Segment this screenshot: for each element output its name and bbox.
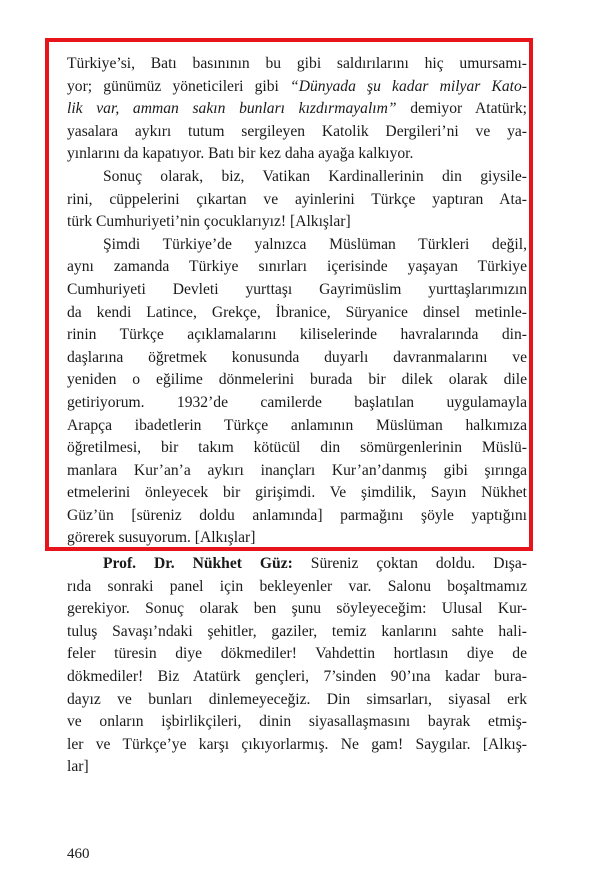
text-line: ve onların işbirlikçileri, dinin siyasallaşmasını bayrak etmiş- bbox=[67, 713, 527, 731]
highlighted-text-block bbox=[67, 53, 527, 550]
text-line: lik var, amman sakın bunları kızdırmayalım” demiyor Atatürk; bbox=[67, 100, 528, 118]
text-line: rıda sonraki panel için bekleyenler var. Salonu boşaltmamız bbox=[67, 577, 527, 595]
text-line: yınlarını da kapatıyor. Batı bir kez daha ayağa kalkıyor. bbox=[67, 145, 414, 163]
text-line: Sonuç olarak, biz, Vatikan Kardinallerinin din giysile- bbox=[103, 167, 527, 185]
text-line: etmelerini önleyecek bir girişimdi. Ve şimdilik, Sayın Nükhet bbox=[67, 484, 527, 502]
page-number: 460 bbox=[67, 846, 90, 862]
text-line: yasalara aykırı tutum sergileyen Katolik Dergileri’ni ve ya- bbox=[67, 122, 527, 140]
text-line: yor; günümüz yöneticileri gibi “Dünyada şu kadar milyar Kato- bbox=[67, 77, 527, 95]
text-line: Prof. Dr. Nükhet Güz: Süreniz çoktan doldu. Dışa- bbox=[103, 555, 527, 572]
text-line: Güz’ün [süreniz doldu anlamında] parmağını şöyle yaptığını bbox=[67, 506, 527, 524]
text-line: türk Cumhuriyeti’nin çocuklarıyız! [Alkışlar] bbox=[67, 213, 351, 231]
text-line: aynı zamanda Türkiye sınırları içerisinde yaşayan Türkiye bbox=[67, 258, 527, 276]
text-line: lar] bbox=[67, 758, 89, 776]
text-line: Şimdi Türkiye’de yalnızca Müslüman Türkleri değil, bbox=[103, 235, 527, 253]
text-line: rini, cüppelerini çıkartan ve ayinlerini Türkçe yaptıran Ata- bbox=[67, 190, 527, 208]
text-line: getiriyorum. 1932’de camilerde başlatılan uygulamayla bbox=[67, 393, 527, 411]
text-line: daşlarına öğretmek konusunda duyarlı davranmalarını ve bbox=[67, 348, 527, 366]
speaker-name: Prof. Dr. Nükhet Güz: bbox=[103, 555, 293, 572]
text-line: yeniden o eğilime dönmelerini burada bir dilek olarak dile bbox=[67, 371, 527, 389]
text-line: öğretilmesi, bir takım kötücül din sömürgenlerinin Müslü- bbox=[67, 439, 527, 457]
text-line: Cumhuriyeti Devleti yurttaşı Gayrimüslim yurttaşlarımızın bbox=[67, 280, 527, 298]
text-line: görerek susuyorum. [Alkışlar] bbox=[67, 529, 256, 547]
text-line: manlara Kur’an’a aykırı inançları Kur’an’danmış gibi şırınga bbox=[67, 461, 527, 479]
text-line: tuluş Savaşı’ndaki şehitler, gaziler, temiz kanlarını sahte hali- bbox=[67, 622, 527, 640]
text-line: ler ve Türkçe’ye karşı çıkıyorlarmış. Ne gam! Saygılar. [Alkış- bbox=[67, 735, 527, 753]
text-line: Türkiye’si, Batı basınının bu gibi saldırılarını hiç umursamı- bbox=[67, 55, 527, 72]
text-line: da kendi Latince, Grekçe, İbranice, Süryanice dinsel metinle- bbox=[67, 303, 527, 321]
text-line: feler türesin diye dökmediler! Vahdettin hortlasın diye de bbox=[67, 645, 527, 663]
speaker-text-block bbox=[67, 553, 527, 779]
text-line: gerekiyor. Sonuç olarak ben şunu söyleyeceğim: Ulusal Kur- bbox=[67, 600, 527, 618]
text-line: Arapça ibadetlerin Türkçe anlamının Müslüman halkımıza bbox=[67, 416, 527, 434]
text-line: dayız ve bunları dinlemeyeceğiz. Din simsarları, siyasal erk bbox=[67, 690, 527, 708]
text-line: rinin Türkçe açıklamalarını kiliselerinde havralarında din- bbox=[67, 326, 527, 344]
text-line: dökmediler! Biz Atatürk gençleri, 7’sinden 90’ına kadar bura- bbox=[67, 667, 527, 685]
